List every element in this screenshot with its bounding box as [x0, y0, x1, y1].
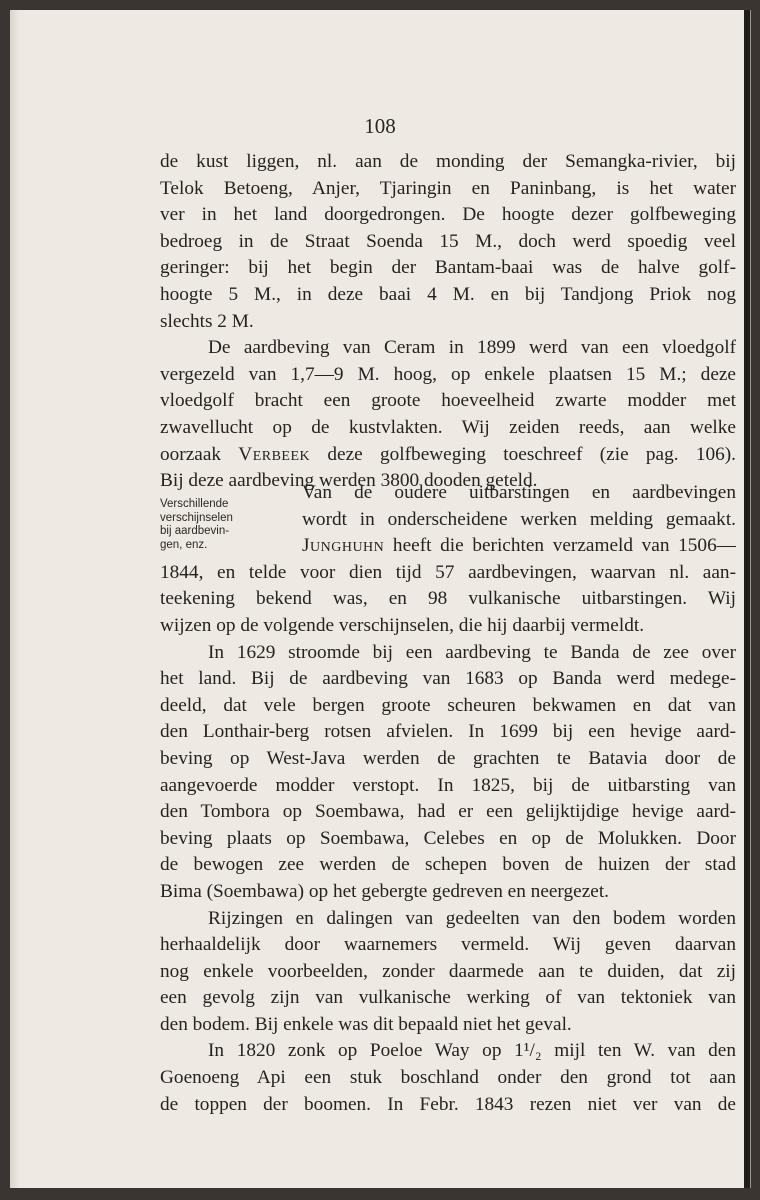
- text-line: het land. Bij de aardbeving van 1683 op Banda werd medege-: [160, 668, 736, 690]
- text-line: de kust liggen, nl. aan de monding der Semangka-rivier, bij: [160, 151, 736, 172]
- text-line: In 1820 zonk op Poeloe Way op 1¹/₂ mijl ten W. van den: [208, 1040, 736, 1062]
- text-line: wijzen op de volgende verschijnselen, die hij daarbij vermeldt.: [160, 614, 645, 636]
- text-line: den bodem. Bij enkele was dit bepaald niet het geval.: [160, 1013, 572, 1035]
- text-line: vloedgolf bracht een groote hoeveelheid zwarte modder met: [160, 390, 736, 412]
- text-fragment: heeft die berichten verzameld van 1506—: [384, 535, 736, 557]
- margin-note-line: gen, enz.: [160, 538, 208, 551]
- page-number: 108: [364, 114, 396, 138]
- text-line: den Tombora op Soembawa, had er een gelijktijdige hevige aard-: [160, 801, 736, 823]
- text-line: herhaaldelijk door waarnemers vermeld. Wij geven daarvan: [160, 934, 736, 956]
- text-line: een gevolg zijn van vulkanische werking of van tektoniek van: [160, 987, 736, 1009]
- author-name-junghuhn: Junghuhn: [302, 535, 385, 557]
- scan-edge-strip: [744, 10, 750, 1188]
- text-line: teekening bekend was, en 98 vulkanische uitbarstingen. Wij: [160, 588, 736, 610]
- text-line: In 1629 stroomde bij een aardbeving te Banda de zee over: [208, 641, 736, 663]
- text-line: geringer: bij het begin der Bantam-baai was de halve golf-: [160, 257, 736, 279]
- text-fragment: oorzaak: [160, 443, 239, 465]
- text-line: Telok Betoeng, Anjer, Tjaringin en Paninbang, is het water: [160, 177, 736, 199]
- text-line: den Lonthair-berg rotsen afvielen. In 1699 bij een hevige aard-: [160, 721, 736, 743]
- text-line: hoogte 5 M., in deze baai 4 M. en bij Tandjong Priok nog: [160, 283, 736, 305]
- text-block-lower: [160, 480, 736, 1118]
- text-line: Rijzingen en dalingen van gedeelten van den bodem worden: [208, 907, 736, 929]
- text-line: [160, 442, 736, 469]
- margin-note-line: Verschillende: [160, 498, 229, 510]
- text-block-upper: [160, 149, 736, 495]
- text-line: beving plaats op Soembawa, Celebes en op de Molukken. Door: [160, 827, 736, 849]
- text-fragment: deze golfbeweging toeschreef (zie pag. 106).: [310, 443, 736, 465]
- text-line: aangevoerde modder verstopt. In 1825, bij de uitbarsting van: [160, 774, 736, 796]
- margin-note-line: verschijnselen: [160, 511, 233, 524]
- text-line: deeld, dat vele bergen groote scheuren bekwamen en dat van: [160, 694, 736, 716]
- text-line: bedroeg in de Straat Soenda 15 M., doch werd spoedig veel: [160, 230, 736, 252]
- text-line: [160, 533, 736, 560]
- text-line: ver in het land doorgedrongen. De hoogte dezer golfbeweging: [160, 204, 736, 226]
- text-line: beving op West-Java werden de grachten te Batavia door de: [160, 747, 736, 769]
- book-page: [10, 10, 751, 1188]
- text-line: vergezeld van 1,7—9 M. hoog, op enkele plaatsen 15 M.; deze: [160, 363, 736, 385]
- text-line: Bij deze aardbeving werden 3800 dooden geteld.: [160, 470, 538, 492]
- text-line: Bima (Soembawa) op het gebergte gedreven en neergezet.: [160, 880, 609, 902]
- text-line: wordt in onderscheidene werken melding gemaakt.: [302, 508, 736, 530]
- text-line: De aardbeving van Ceram in 1899 werd van een vloedgolf: [208, 337, 736, 359]
- author-name-verbeek: Verbeek: [238, 443, 311, 465]
- text-line: 1844, en telde voor dien tijd 57 aardbevingen, waarvan nl. aan-: [160, 561, 736, 583]
- text-line: Van de oudere uitbarstingen en aardbevingen: [302, 482, 736, 503]
- text-line: slechts 2 M.: [160, 310, 254, 332]
- text-line: zwavellucht op de kustvlakten. Wij zeiden reeds, aan welke: [160, 416, 736, 438]
- text-line: Goenoeng Api een stuk boschland onder den grond tot aan: [160, 1067, 736, 1089]
- text-line: nog enkele voorbeelden, zonder daarmede aan te duiden, dat zij: [160, 960, 736, 982]
- text-line: de toppen der boomen. In Febr. 1843 rezen niet ver van de: [160, 1093, 736, 1115]
- text-line: de bewogen zee werden de schepen boven de huizen der stad: [160, 854, 736, 876]
- page-gutter-shadow: [10, 10, 20, 1188]
- margin-note-line: bij aardbevin-: [160, 525, 230, 537]
